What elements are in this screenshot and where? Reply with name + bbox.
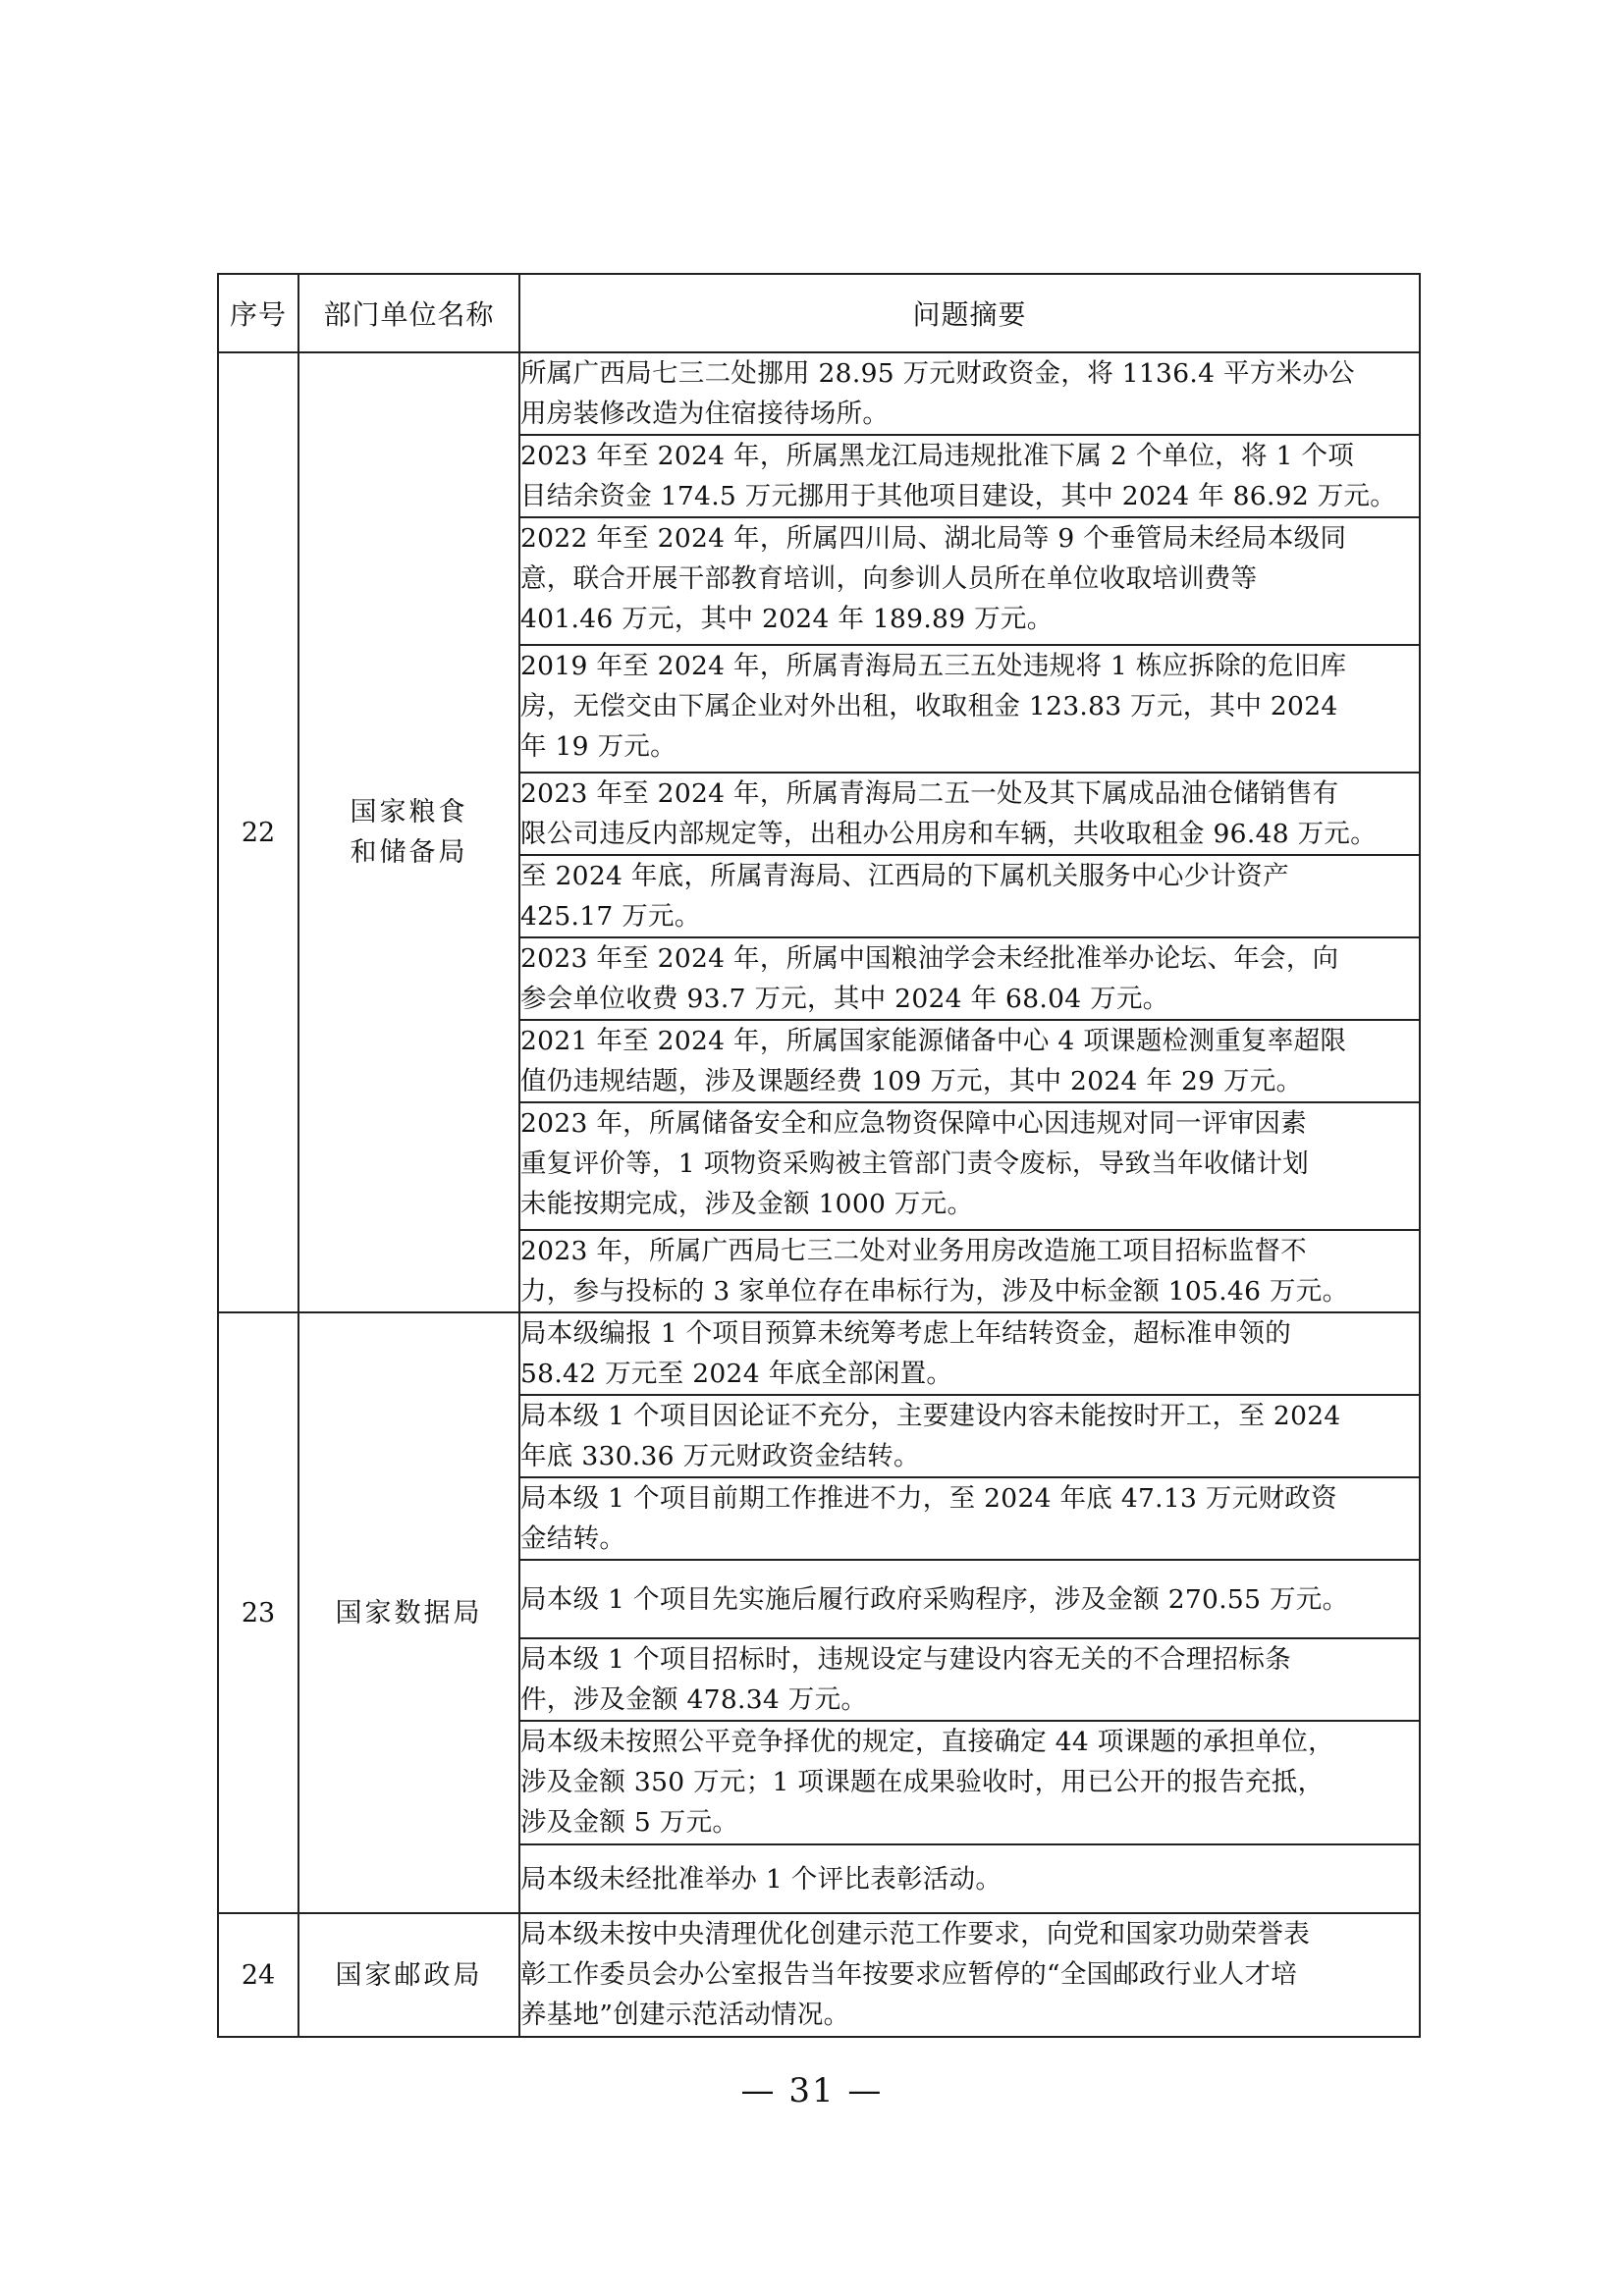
issue-summary-cell: 局本级未经批准举办 1 个评比表彰活动。 xyxy=(519,1844,1420,1913)
table-header-row xyxy=(218,274,1420,352)
serial-number-cell: 24 xyxy=(218,1913,298,2037)
department-name-cell: 国家数据局 xyxy=(298,1312,519,1913)
header-issue-summary: 问题摘要 xyxy=(519,274,1420,352)
issue-summary-cell: 局本级未按中央清理优化创建示范工作要求，向党和国家功勋荣誉表 彰工作委员会办公室报告当年按要求应暂停的“全国邮政行业人才培 养基地”创建示范活动情况。 xyxy=(519,1913,1420,2037)
issue-summary-cell: 2023 年，所属广西局七三二处对业务用房改造施工项目招标监督不 力，参与投标的 3 家单位存在串标行为，涉及中标金额 105.46 万元。 xyxy=(519,1230,1420,1312)
issue-summary-cell: 局本级 1 个项目前期工作推进不力，至 2024 年底 47.13 万元财政资 金结转。 xyxy=(519,1477,1420,1560)
issue-summary-cell: 2022 年至 2024 年，所属四川局、湖北局等 9 个垂管局未经局本级同 意，联合开展干部教育培训，向参训人员所在单位收取培训费等 401.46 万元，其中 2024 年 189.89 万元。 xyxy=(519,517,1420,645)
issue-summary-cell: 2021 年至 2024 年，所属国家能源储备中心 4 项课题检测重复率超限 值仍违规结题，涉及课题经费 109 万元，其中 2024 年 29 万元。 xyxy=(519,1020,1420,1102)
table-row xyxy=(218,1913,1420,2037)
issue-summary-cell: 2023 年至 2024 年，所属中国粮油学会未经批准举办论坛、年会，向 参会单位收费 93.7 万元，其中 2024 年 68.04 万元。 xyxy=(519,937,1420,1020)
table-row xyxy=(218,1312,1420,1395)
issue-summary-cell: 局本级 1 个项目先实施后履行政府采购程序，涉及金额 270.55 万元。 xyxy=(519,1560,1420,1638)
issue-summary-cell: 2019 年至 2024 年，所属青海局五三五处违规将 1 栋应拆除的危旧库 房，无偿交由下属企业对外出租，收取租金 123.83 万元，其中 2024 年 19 万元。 xyxy=(519,645,1420,773)
issue-summary-cell: 局本级编报 1 个项目预算未统筹考虑上年结转资金，超标准申领的 58.42 万元至 2024 年底全部闲置。 xyxy=(519,1312,1420,1395)
issue-summary-cell: 局本级 1 个项目因论证不充分，主要建设内容未能按时开工，至 2024 年底 330.36 万元财政资金结转。 xyxy=(519,1395,1420,1477)
issue-summary-cell: 2023 年，所属储备安全和应急物资保障中心因违规对同一评审因素 重复评价等，1 项物资采购被主管部门责令废标，导致当年收储计划 未能按期完成，涉及金额 1000 万元。 xyxy=(519,1102,1420,1230)
audit-findings-table xyxy=(217,273,1421,2038)
issue-summary-cell: 局本级未按照公平竞争择优的规定，直接确定 44 项课题的承担单位， 涉及金额 350 万元；1 项课题在成果验收时，用已公开的报告充抵， 涉及金额 5 万元。 xyxy=(519,1721,1420,1844)
serial-number-cell: 23 xyxy=(218,1312,298,1913)
department-name-cell: 国家邮政局 xyxy=(298,1913,519,2037)
issue-summary-cell: 2023 年至 2024 年，所属青海局二五一处及其下属成品油仓储销售有 限公司违反内部规定等，出租办公用房和车辆，共收取租金 96.48 万元。 xyxy=(519,773,1420,855)
header-serial-number: 序号 xyxy=(218,274,298,352)
issue-summary-cell: 至 2024 年底，所属青海局、江西局的下属机关服务中心少计资产 425.17 万元。 xyxy=(519,855,1420,937)
serial-number-cell: 22 xyxy=(218,352,298,1312)
table-row xyxy=(218,352,1420,435)
issue-summary-cell: 2023 年至 2024 年，所属黑龙江局违规批准下属 2 个单位，将 1 个项 目结余资金 174.5 万元挪用于其他项目建设，其中 2024 年 86.92 万元。 xyxy=(519,435,1420,517)
issue-summary-cell: 所属广西局七三二处挪用 28.95 万元财政资金，将 1136.4 平方米办公 用房装修改造为住宿接待场所。 xyxy=(519,352,1420,435)
header-department-name: 部门单位名称 xyxy=(298,274,519,352)
audit-table-container xyxy=(217,273,1419,2038)
page-number: — 31 — xyxy=(740,2071,884,2110)
department-name-cell: 国家粮食 和储备局 xyxy=(298,352,519,1312)
issue-summary-cell: 局本级 1 个项目招标时，违规设定与建设内容无关的不合理招标条 件，涉及金额 478.34 万元。 xyxy=(519,1638,1420,1721)
